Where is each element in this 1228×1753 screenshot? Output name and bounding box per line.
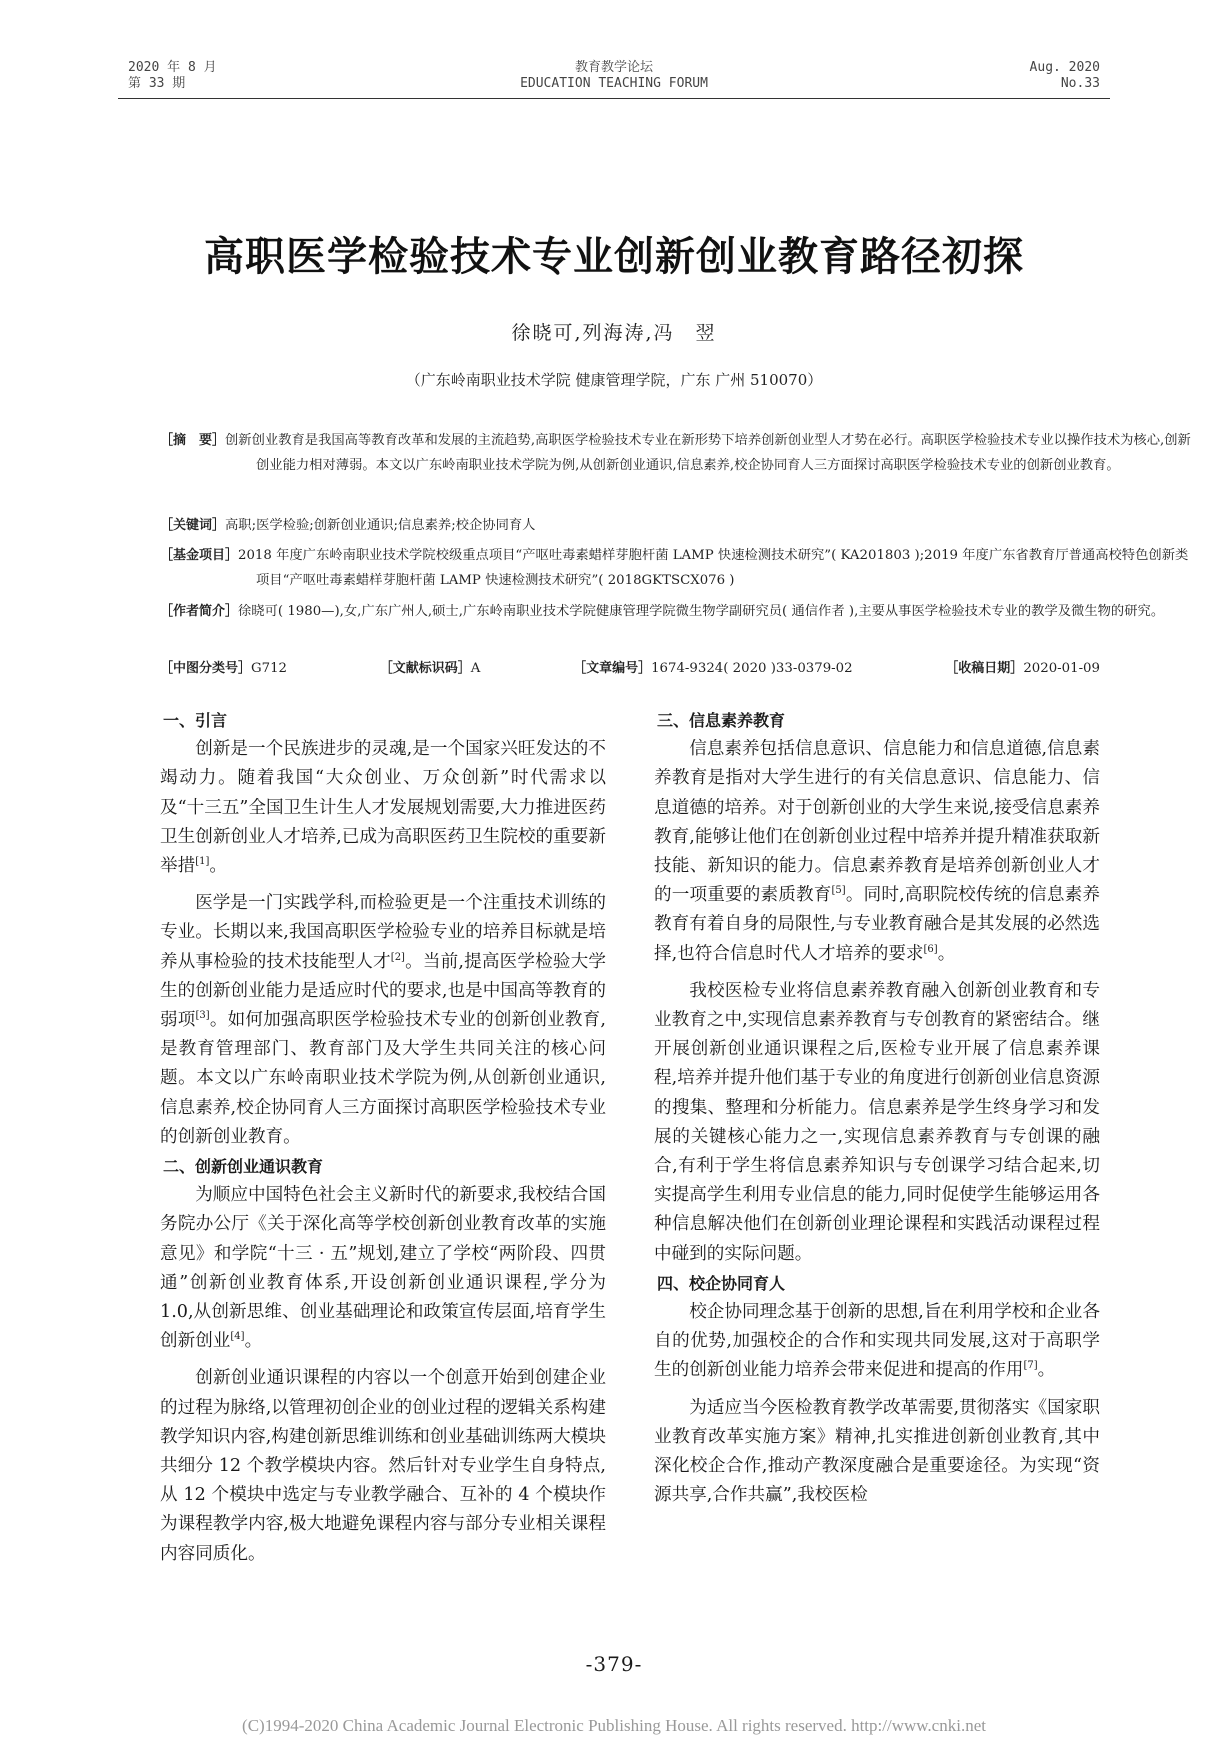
abstract-label: ［摘 要］ — [160, 433, 226, 448]
received-date-label: ［收稿日期］ — [945, 661, 1024, 676]
section-heading-1: 一、引言 — [163, 711, 228, 730]
clc-label: ［中图分类号］ — [160, 661, 252, 676]
doc-code-label: ［文献标识码］ — [379, 661, 471, 676]
body-column-left — [160, 706, 606, 1569]
body-column-right — [654, 706, 1100, 1510]
paper-authors: 徐晓可,列海涛,冯 翌 — [511, 322, 717, 344]
citation-3: [3] — [195, 1010, 210, 1022]
article-number-value: 1674-9324( 2020 )33-0379-02 — [651, 661, 853, 676]
received-date-value: 2020-01-09 — [1023, 661, 1100, 676]
author-bio-text: 徐晓可( 1980—),女,广东广州人,硕士,广东岭南职业技术学院健康管理学院微生物学副研究员( 通信作者 ),主要从事医学检验技术专业的教学及微生物的研究。 — [238, 604, 1165, 619]
citation-1: [1] — [195, 856, 210, 868]
fund — [160, 544, 1196, 593]
article-number-field — [573, 659, 853, 679]
paragraph-7: 校企协同理念基于创新的思想,旨在利用学校和企业各自的优势,加强校企的合作和实现共同发展,这对于高职学生的创新创业能力培养会带来促进和提高的作用[7]。 — [654, 1302, 1100, 1381]
header-issue-cn: 第 33 期 — [128, 76, 186, 91]
header-rule — [118, 98, 1110, 99]
section-heading-4: 四、校企协同育人 — [657, 1273, 786, 1293]
keywords-text: 高职;医学检验;创新创业通识;信息素养;校企协同育人 — [225, 518, 536, 533]
citation-5: [5] — [831, 885, 846, 897]
header-issue-en: No.33 — [1060, 76, 1100, 91]
author-bio — [160, 600, 1196, 625]
doc-code-field — [380, 659, 481, 679]
citation-4: [4] — [230, 1331, 245, 1343]
paragraph-3: 为顺应中国特色社会主义新时代的新要求,我校结合国务院办公厅《关于深化高等学校创新创业教育改革的实施意见》和学院“十三 · 五”规划,建立了学校“两阶段、四贯通”创新创业教育体系,开设创新创业通识课程,学分为 1.0,从创新思维、创业基础理论和政策宣传层面,培育学生创新创业[4]。 — [160, 1185, 606, 1352]
abstract-text: 创新创业教育是我国高等教育改革和发展的主流趋势,高职医学检验技术专业在新形势下培养创新创业型人才势在必行。高职医学检验技术专业以操作技术为核心,创新创业能力相对薄弱。本文以广东岭南职业技术学院为例,从创新创业通识,信息素养,校企协同育人三方面探讨高职医学检验技术专业的创新创业教育。 — [225, 433, 1191, 473]
citation-6: [6] — [923, 943, 938, 955]
doc-code-value: A — [470, 661, 481, 676]
clc-value: G712 — [251, 661, 288, 676]
abstract — [160, 429, 1196, 478]
section-heading-2: 二、创新创业通识教育 — [163, 1157, 324, 1177]
section-heading-3: 三、信息素养教育 — [657, 711, 786, 730]
classification-row — [160, 659, 1100, 679]
paragraph-1: 创新是一个民族进步的灵魂,是一个国家兴旺发达的不竭动力。随着我国“大众创业、万众创新”时代需求以及“十三五”全国卫生计生人才发展规划需要,大力推进医药卫生创新创业人才培养,已成为高职医药卫生院校的重要新举措[1]。 — [160, 739, 606, 877]
fund-text: 2018 年度广东岭南职业技术学院校级重点项目“产呕吐毒素蜡样芽胞杆菌 LAMP 快速检测技术研究”( KA201803 );2019 年度广东省教育厅普通高校特色创新类项目“产呕吐毒素蜡样芽胞杆菌 LAMP 快速检测技术研究”( 2018GKTSCX076 ) — [238, 548, 1189, 588]
paragraph-8: 为适应当今医检教育教学改革需要,贯彻落实《国家职业教育改革实施方案》精神,扎实推进创新创业教育,其中深化校企合作,推动产教深度融合是重要途径。为实现“资源共享,合作共赢”,我校医检 — [654, 1397, 1100, 1506]
page-number: -379- — [585, 1652, 643, 1676]
header-date-en: Aug. 2020 — [1029, 60, 1100, 75]
paragraph-4: 创新创业通识课程的内容以一个创意开始到创建企业的过程为脉络,以管理初创企业的创业过程的逻辑关系构建教学知识内容,构建创新思维训练和创业基础训练两大模块共细分 12 个教学模块内容。然后针对专业学生自身特点,从 12 个模块中选定与专业教学融合、互补的 4 个模块作为课程教学内容,极大地避免课程内容与部分专业相关课程内容同质化。 — [160, 1368, 606, 1564]
paragraph-2: 医学是一门实践学科,而检验更是一个注重技术训练的专业。长期以来,我国高职医学检验专业的培养目标就是培养从事检验的技术技能型人才[2]。当前,提高医学检验大学生的创新创业能力是适应时代的要求,也是中国高等教育的弱项[3]。如何加强高职医学检验技术专业的创新创业教育,是教育管理部门、教育部门及大学生共同关注的核心问题。本文以广东岭南职业技术学院为例,从创新创业通识,信息素养,校企协同育人三方面探讨高职医学检验技术专业的创新创业教育。 — [160, 893, 606, 1147]
clc-field — [160, 659, 287, 679]
paper-title: 高职医学检验技术专业创新创业教育路径初探 — [204, 233, 1024, 280]
header-date-cn: 2020 年 8 月 — [128, 60, 217, 75]
header-journal-cn: 教育教学论坛 — [574, 60, 653, 75]
header-journal-en: EDUCATION TEACHING FORUM — [520, 76, 708, 91]
fund-label: ［基金项目］ — [160, 548, 239, 563]
keywords — [160, 514, 1100, 539]
citation-7: [7] — [1023, 1360, 1038, 1372]
article-number-label: ［文章编号］ — [573, 661, 652, 676]
header-issue-block — [1030, 60, 1100, 92]
paper-affiliation: （广东岭南职业技术学院 健康管理学院，广东 广州 510070） — [405, 371, 823, 389]
citation-2: [2] — [390, 951, 405, 963]
received-date-field — [945, 659, 1100, 679]
copyright-watermark: (C)1994-2020 China Academic Journal Electronic Publishing House. All rights reserved. http://www.cnki.net — [242, 1716, 986, 1735]
paragraph-5: 信息素养包括信息意识、信息能力和信息道德,信息素养教育是指对大学生进行的有关信息意识、信息能力、信息道德的培养。对于创新创业的大学生来说,接受信息素养教育,能够让他们在创新创业过程中培养并提升精准获取新技能、新知识的能力。信息素养教育是培养创新创业人才的一项重要的素质教育[5]。同时,高职院校传统的信息素养教育有着自身的局限性,与专业教育融合是其发展的必然选择,也符合信息时代人才培养的要求[6]。 — [654, 739, 1100, 964]
paragraph-6: 我校医检专业将信息素养教育融入创新创业教育和专业教育之中,实现信息素养教育与专创教育的紧密结合。继开展创新创业通识课程之后,医检专业开展了信息素养课程,培养并提升他们基于专业的角度进行创新创业信息资源的搜集、整理和分析能力。信息素养是学生终身学习和发展的关键核心能力之一,实现信息素养教育与专创课的融合,有利于学生将信息素养知识与专创课学习结合起来,切实提高学生利用专业信息的能力,同时促使学生能够运用各种信息解决他们在创新创业理论课程和实践活动课程过程中碰到的实际问题。 — [654, 980, 1100, 1264]
keywords-label: ［关键词］ — [160, 518, 226, 533]
author-bio-label: ［作者简介］ — [160, 604, 239, 619]
